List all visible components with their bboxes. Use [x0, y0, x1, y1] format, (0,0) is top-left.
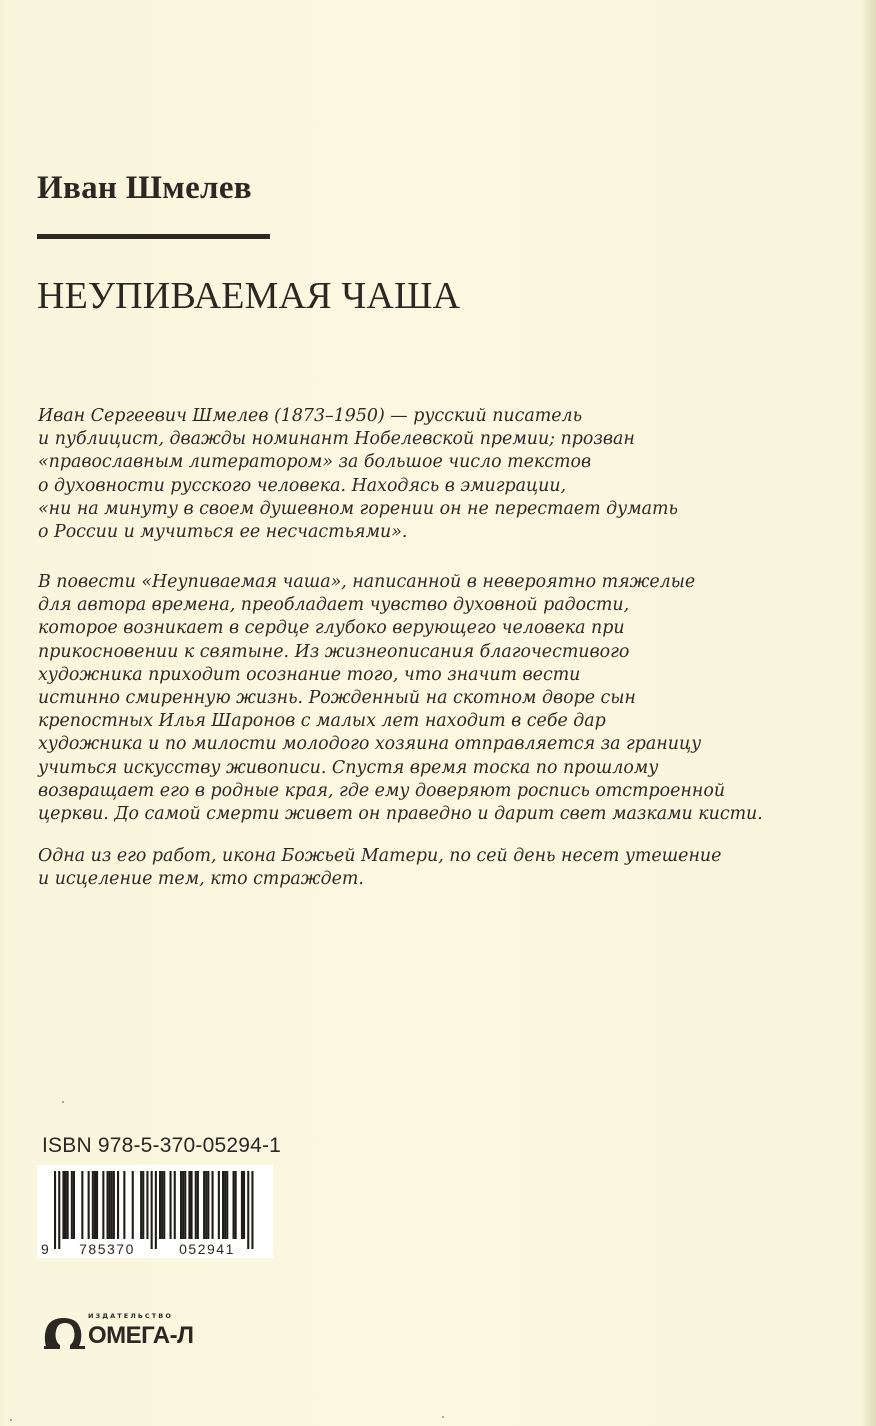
annotation-line: о России и мучиться ее несчастьями». [38, 522, 408, 543]
barcode-bar [94, 1171, 96, 1239]
book-title: НЕУПИВАЕМАЯ ЧАША [37, 275, 461, 317]
barcode-bar [197, 1171, 199, 1239]
barcode-bar [161, 1171, 163, 1239]
paper-speck [62, 1101, 64, 1103]
annotation-line: прикосновении к святыне. Из жизнеописания благочестивого [38, 641, 630, 662]
cover-edge-shadow [862, 0, 876, 1426]
isbn-number: ISBN 978-5-370-05294-1 [42, 1134, 282, 1157]
title-divider [37, 234, 270, 239]
annotation-line: «ни на минуту в своем душевном горении он не перестает думать [38, 498, 679, 519]
barcode-guard-bar [54, 1171, 56, 1249]
barcode-left-digits: 785370 [79, 1241, 135, 1257]
barcode-bar [81, 1171, 83, 1239]
barcode-right-digits: 052941 [179, 1241, 235, 1257]
barcode-bar [188, 1171, 190, 1239]
annotation-line: которое возникает в сердце глубоко верующего человека при [38, 618, 625, 639]
annotation-line: крепостных Илья Шаронов с малых лет находит в себе дар [38, 711, 606, 732]
annotation-line: «православным литератором» за большое число текстов [38, 452, 592, 473]
annotation-line: и публицист, дважды номинант Нобелевской премии; прозван [38, 429, 635, 450]
barcode-bar [207, 1171, 209, 1239]
barcode-bar [107, 1171, 109, 1239]
annotation-line: возвращает его в родные края, где ему доверяют роспись отстроенной [38, 780, 726, 801]
publisher-name: ОМЕГА-Л [88, 1322, 194, 1349]
barcode-bar [71, 1171, 73, 1239]
annotation-line: о духовности русского человека. Находясь в эмиграции, [38, 475, 567, 496]
author-name: Иван Шмелев [37, 170, 252, 206]
annotation-line: для автора времена, преобладает чувство духовной радости, [38, 595, 630, 616]
annotation-line: В повести «Неупиваемая чаша», написанной в невероятно тяжелые [38, 572, 696, 592]
barcode-bar [203, 1171, 205, 1239]
barcode-bar [73, 1171, 75, 1239]
barcode-bar [174, 1171, 176, 1239]
barcode-bar [102, 1171, 104, 1239]
barcode-bar [233, 1171, 235, 1239]
annotation-paragraph-3 [38, 845, 721, 891]
barcode-bar [224, 1171, 226, 1239]
barcode-bar [159, 1171, 161, 1239]
barcode-bar [241, 1171, 243, 1239]
barcode-bar [113, 1171, 115, 1239]
annotation-line: художника приходит осознание того, что значит вести [38, 664, 581, 685]
barcode-bar [109, 1171, 111, 1239]
barcode-bar [222, 1171, 224, 1239]
barcode-bar [243, 1171, 245, 1239]
barcode-guard-bar [151, 1171, 153, 1249]
barcode-bar [140, 1171, 142, 1239]
barcode-bar [163, 1171, 165, 1239]
barcode-bar [170, 1171, 172, 1239]
barcode-bar [218, 1171, 220, 1239]
barcode-guard-bar [251, 1171, 253, 1249]
barcode-bar [212, 1171, 214, 1239]
annotation-line: Иван Сергеевич Шмелев (1873–1950) — русский писатель [38, 406, 583, 426]
barcode-bar [226, 1171, 228, 1239]
barcode-bar [111, 1171, 113, 1239]
barcode-bar [65, 1171, 67, 1239]
barcode-bar [146, 1171, 148, 1239]
annotation-line: Одна из его работ, икона Божьей Матери, по сей день несет утешение [38, 846, 722, 866]
annotation-line: учиться искусству живописи. Спустя время тоска по прошлому [38, 757, 659, 778]
barcode-bar [182, 1171, 184, 1239]
barcode-guard-bar [58, 1171, 60, 1249]
publisher-label: ИЗДАТЕЛЬСТВО [88, 1312, 173, 1320]
barcode-guard-bar [247, 1171, 249, 1249]
annotation-paragraph-1 [38, 405, 678, 544]
barcode-guard-bar [155, 1171, 157, 1249]
barcode-bar [191, 1171, 193, 1239]
annotation-line: и исцеление тем, кто страждет. [38, 869, 364, 890]
publisher-logo [42, 1312, 212, 1356]
barcode-bar [132, 1171, 134, 1239]
paper-speck [10, 1419, 12, 1421]
annotation-line: церкви. До самой смерти живет он праведно и дарит свет мазками кисти. [38, 804, 763, 825]
barcode-bar [92, 1171, 94, 1239]
annotation-paragraph-2 [38, 571, 763, 826]
barcode-bar [67, 1171, 69, 1239]
barcode-bar [235, 1171, 237, 1239]
barcode-bar [180, 1171, 182, 1239]
barcode-bar [117, 1171, 119, 1239]
barcode-bar [195, 1171, 197, 1239]
barcode-bar [96, 1171, 98, 1239]
barcode-bar [184, 1171, 186, 1239]
annotation-line: художника и по милости молодого хозяина отправляется за границу [38, 734, 702, 755]
barcode-bar [205, 1171, 207, 1239]
paper-speck [442, 1416, 444, 1418]
omega-logo-icon [42, 1316, 88, 1350]
barcode [37, 1165, 273, 1258]
annotation-line: истинно смиренную жизнь. Рожденный на скотном дворе сын [38, 688, 636, 709]
barcode-bar [142, 1171, 144, 1239]
barcode-bar [123, 1171, 125, 1239]
barcode-lead-digit: 9 [41, 1241, 49, 1257]
barcode-graphic [37, 1165, 273, 1258]
barcode-bar [88, 1171, 90, 1239]
barcode-bar [62, 1171, 64, 1239]
